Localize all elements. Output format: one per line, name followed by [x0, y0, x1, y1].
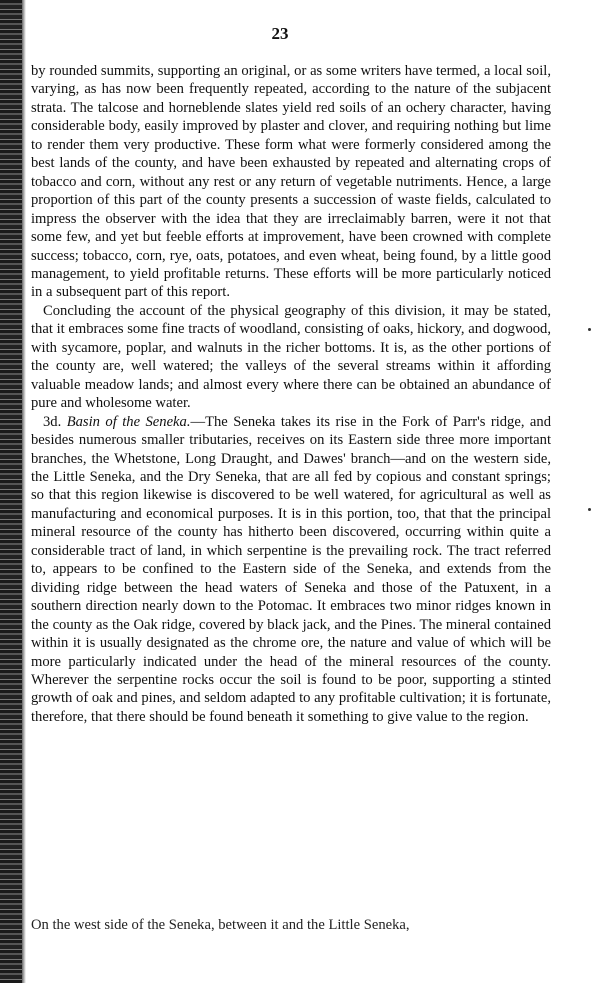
- book-binding-shadow: [0, 0, 22, 983]
- page-body: [31, 62, 551, 726]
- section-heading: Basin of the Seneka.: [66, 413, 191, 430]
- page-number: 23: [271, 24, 289, 43]
- section-label: 3d.: [43, 413, 62, 430]
- paragraph-2: Concluding the account of the physical geography of this division, it may be stated, that it embraces some fine tracts of woodland, consisting of oaks, hickory, and dogwood, with sycamore, poplar, and walnuts in the richer bottoms. It is, as the other portions of the county are, well watered; the valleys of the several streams within it affording valuable meadow lands; and almost every where there can be obtained an abundance of pure and wholesome water.: [31, 302, 551, 412]
- paragraph-1: by rounded summits, supporting an original, or as some writers have termed, a local soil, varying, as has now been frequently repeated, according to the nature of the subjacent strata. The talcose and horneblende slates yield red soils of an ochery character, having considerable body, easily improved by plaster and clover, and requiring nothing but lime to render them very productive. These form what were formerly considered among the best lands of the county, and have been exhausted by repeated and alternating crops of tobacco and corn, without any rest or any return of vegetable nutriments. Hence, a large proportion of this part of the county presents a succession of waste fields, calculated to impress the observer with the idea that they are irreclaimably barren, were it not that some few, and yet but feeble efforts at improvement, have been crowned with complete success; tobacco, corn, rye, oats, potatoes, and even wheat, being found, by a little good management, to yield profitable returns. These efforts will be more particularly noticed in a subsequent part of this report.: [31, 63, 551, 301]
- cut-off-line: On the west side of the Seneka, between it and the Little Seneka,: [31, 917, 410, 931]
- scan-speck: [588, 508, 591, 511]
- paragraph-3: [31, 413, 551, 727]
- section-body: —The Seneka takes its rise in the Fork of Parr's ridge, and besides numerous smaller tributaries, receives on its Eastern side three more important branches, the Whetstone, Long Draught, and Dawes' branch—and on the western side, the Little Seneka, and the Dry Seneka, that are all fed by copious and constant springs; so that this region likewise is discovered to be well watered, for agricultural as well as manufacturing and economical purposes. It is in this portion, too, that that the principal mineral resource of the county has hitherto been discovered, occurring within quite a considerable tract of land, in which serpentine is the prevailing rock. The tract referred to, appears to be confined to the Eastern side of the Seneka, and extends from the dividing ridge between the head waters of Seneka and those of the Patuxent, in a southern direction nearly down to the Potomac. It embraces two minor ridges known in the county as the Oak ridge, covered by black jack, and the Pines. The mineral contained within it is usually designated as the chrome ore, the nature and value of which will be more particularly indicated under the head of the mineral resources of the county. Wherever the serpentine rocks occur the soil is found to be poor, supporting a stinted growth of oak and pines, and seldom adapted to any profitable cultivation; it is fortunate, therefore, that there should be found beneath it something to give value to the region.: [31, 413, 552, 725]
- page-gutter: [22, 0, 26, 983]
- scan-speck: [588, 328, 591, 331]
